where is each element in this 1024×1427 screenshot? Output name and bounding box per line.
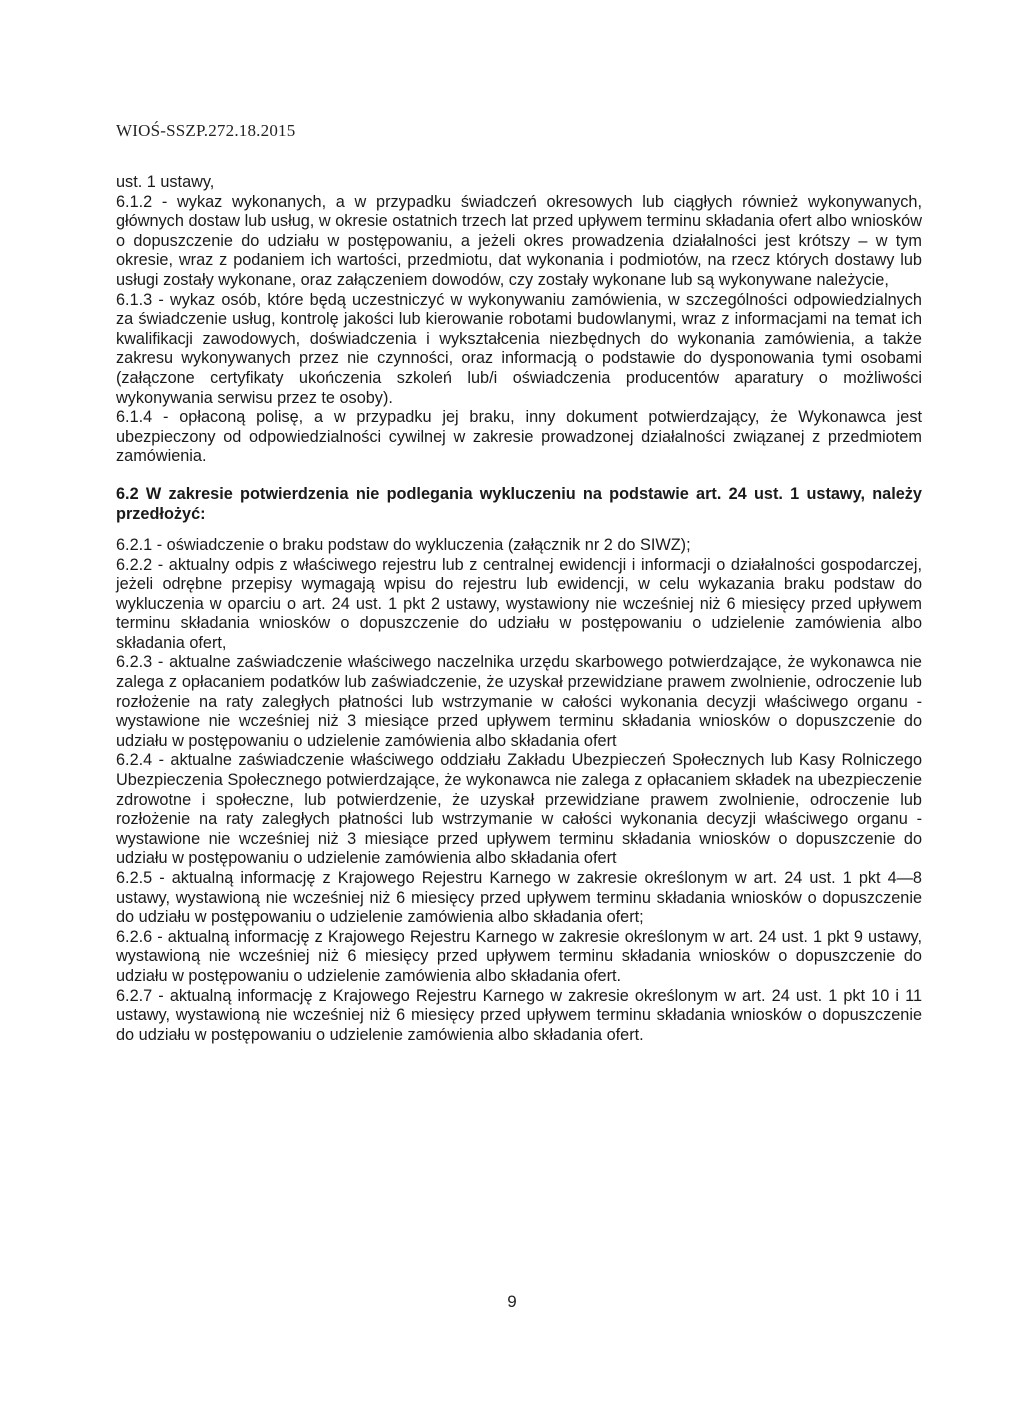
paragraph-6-1-2: 6.1.2 - wykaz wykonanych, a w przypadku świadczeń okresowych lub ciągłych również wykonywanych, głównych dostaw lub usług, w okresie ostatnich trzech lat przed upływem terminu składania ofert albo wniosków o dopuszczenie do udziału w postępowaniu, a jeżeli okres prowadzenia działalności jest krótszy – w tym okresie, wraz z podaniem ich wartości, przedmiotu, dat wykonania i podmiotów, na rzecz których dostawy lub usługi zostały wykonane, oraz załączeniem dowodów, czy zostały wykonane lub są wykonywane należycie, xyxy=(116,192,922,289)
document-body xyxy=(116,173,922,1045)
paragraph-ust-1: ust. 1 ustawy, xyxy=(116,173,215,191)
page-number: 9 xyxy=(507,1292,517,1311)
paragraph-6-1-4: 6.1.4 - opłaconą polisę, a w przypadku jej braku, inny dokument potwierdzający, że Wykonawca jest ubezpieczony od odpowiedzialności cywilnej w zakresie prowadzonej działalności związanej z przedmiotem zamówienia. xyxy=(116,408,922,466)
paragraph-6-2-2: 6.2.2 - aktualny odpis z właściwego rejestru lub z centralnej ewidencji i informacji o działalności gospodarczej, jeżeli odrębne przepisy wymagają wpisu do rejestru lub ewidencji, w celu wykazania braku podstaw do wykluczenia w oparciu o art. 24 ust. 1 pkt 2 ustawy, wystawiony nie wcześniej niż 6 miesięcy przed upływem terminu składania wniosków o dopuszczenie do udziału w postępowaniu o udzielenie zamówienia albo składania ofert, xyxy=(116,555,922,652)
section-heading-6-2: 6.2 W zakresie potwierdzenia nie podlegania wykluczeniu na podstawie art. 24 ust. 1 ustawy, należy przedłożyć: xyxy=(116,484,922,523)
paragraph-6-1-3: 6.1.3 - wykaz osób, które będą uczestniczyć w wykonywaniu zamówienia, w szczególności odpowiedzialnych za świadczenie usług, kontrolę jakości lub kierowanie robotami budowlanymi, wraz z informacjami na temat ich kwalifikacji zawodowych, doświadczenia i wykształcenia niezbędnych do wykonania zamówienia, a także zakresu wykonywanych przez nie czynności, oraz informacją o podstawie do dysponowania tymi osobami (załączone certyfikaty ukończenia szkoleń lub/i oświadczenia producentów aparatury o możliwości wykonywania serwisu przez te osoby). xyxy=(116,290,922,407)
document-reference-number: WIOŚ-SSZP.272.18.2015 xyxy=(116,121,296,140)
paragraph-6-2-1: 6.2.1 - oświadczenie o braku podstaw do wykluczenia (załącznik nr 2 do SIWZ); xyxy=(116,535,691,554)
paragraph-6-2-4: 6.2.4 - aktualne zaświadczenie właściwego oddziału Zakładu Ubezpieczeń Społecznych lub Kasy Rolniczego Ubezpieczenia Społecznego potwierdzające, że wykonawca nie zalega z opłacaniem składek na ubezpieczenie zdrowotne i społeczne, lub potwierdzenie, że uzyskał przewidziane prawem zwolnienie, odroczenie lub rozłożenie na raty zaległych płatności lub wstrzymanie w całości wykonania decyzji właściwego organu - wystawione nie wcześniej niż 3 miesiące przed upływem terminu składania wniosków o dopuszczenie do udziału w postępowaniu o udzielenie zamówienia albo składania ofert xyxy=(116,751,922,868)
paragraph-6-2-3: 6.2.3 - aktualne zaświadczenie właściwego naczelnika urzędu skarbowego potwierdzające, że wykonawca nie zalega z opłacaniem podatków lub zaświadczenie, że uzyskał przewidziane prawem zwolnienie, odroczenie lub rozłożenie na raty zaległych płatności lub wstrzymanie w całości wykonania decyzji właściwego organu - wystawione nie wcześniej niż 3 miesiące przed upływem terminu składania wniosków o dopuszczenie do udziału w postępowaniu o udzielenie zamówienia albo składania ofert xyxy=(116,653,922,750)
paragraph-6-2-7: 6.2.7 - aktualną informację z Krajowego Rejestru Karnego w zakresie określonym w art. 24 ust. 1 pkt 10 i 11 ustawy, wystawioną nie wcześniej niż 6 miesięcy przed upływem terminu składania wniosków o dopuszczenie do udziału w postępowaniu o udzielenie zamówienia albo składania ofert. xyxy=(116,986,922,1044)
paragraph-6-2-6: 6.2.6 - aktualną informację z Krajowego Rejestru Karnego w zakresie określonym w art. 24 ust. 1 pkt 9 ustawy, wystawioną nie wcześniej niż 6 miesięcy przed upływem terminu składania wniosków o dopuszczenie do udziału w postępowaniu o udzielenie zamówienia albo składania ofert. xyxy=(116,927,922,985)
paragraph-6-2-5: 6.2.5 - aktualną informację z Krajowego Rejestru Karnego w zakresie określonym w art. 24 ust. 1 pkt 4—8 ustawy, wystawioną nie wcześniej niż 6 miesięcy przed upływem terminu składania wniosków o dopuszczenie do udziału w postępowaniu o udzielenie zamówienia albo składania ofert; xyxy=(116,869,922,927)
